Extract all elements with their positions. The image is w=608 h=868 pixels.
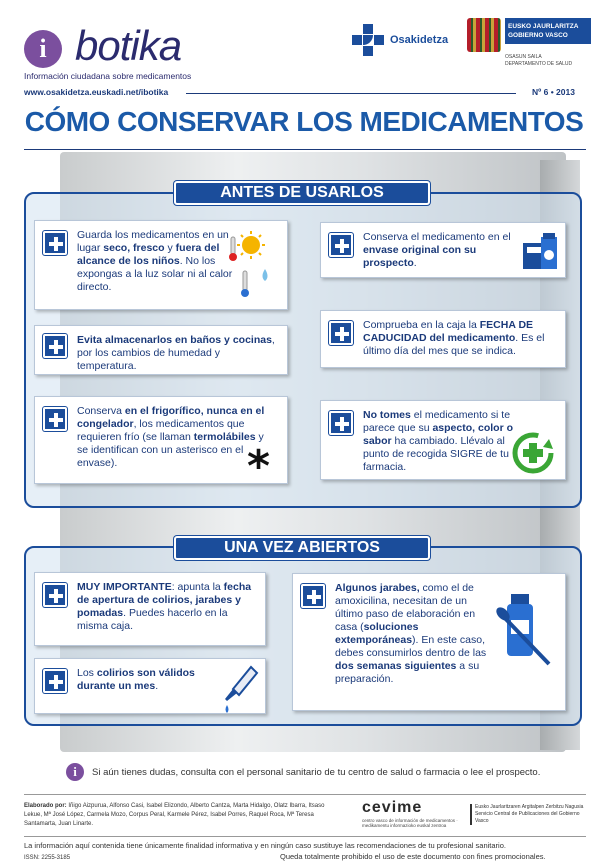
gov-dept [505, 54, 595, 68]
tip-card-appearance [320, 400, 566, 480]
publisher-eu: Eusko Jaurlaritzaren Argitalpen Zerbitzu Nagusia [475, 804, 584, 810]
tip-text: Comprueba en la caja la FECHA DE CADUCIDAD del medicamento. Es el último día del mes que se indica. [363, 319, 545, 357]
issn: ISSN: 2255-3185 [24, 855, 71, 861]
tip-card-original-package [320, 222, 566, 278]
tip-card-opening-date [34, 572, 266, 646]
brand-name: botika [75, 22, 182, 69]
tip-text: MUY IMPORTANTE: apunta la fecha de apertura de colirios, jarabes y pomadas. Puedes hacerlo en la misma caja. [77, 581, 252, 632]
gov-name-box [505, 18, 591, 44]
plus-icon [43, 231, 67, 255]
divider [24, 794, 586, 795]
medicine-packages-icon [521, 229, 561, 273]
issue-number: Nº 6 • 2013 [532, 87, 575, 97]
plus-icon [329, 233, 353, 257]
asterisk-icon: * [247, 441, 271, 492]
tip-text: Conserva el medicamento en el envase original con su prospecto. [363, 231, 511, 269]
credits-label: Elaborado por: [24, 803, 67, 809]
gov-dept-eu: OSASUN SAILA [505, 54, 542, 60]
after-opening-heading: UNA VEZ ABIERTOS [174, 536, 430, 560]
tip-text: Conserva en el frigorífico, nunca en el congelador, los medicamentos que requieren frío (se llaman termolábiles y se identifican con un asterisco en el envase). [77, 405, 265, 469]
botika-logo-icon: i [24, 30, 62, 68]
tip-text: Guarda los medicamentos en un lugar seco, fresco y fuera del alcance de los niños. No los expongas a la luz solar ni al calor directo. [77, 229, 233, 293]
publisher-es: Servicio Central de Publicaciones del Gobierno Vasco [475, 811, 580, 824]
plus-icon [329, 321, 353, 345]
tip-card-bathroom [34, 325, 288, 375]
tip-card-expiry [320, 310, 566, 368]
sigre-recycle-icon [511, 431, 555, 475]
tagline: Información ciudadana sobre medicamentos [24, 71, 192, 81]
osakidetza-cross-icon [352, 24, 384, 56]
plus-icon [43, 407, 67, 431]
syrup-bottle-spoon-icon [493, 592, 557, 668]
disclaimer-info: La información aquí contenida tiene únicamente finalidad informativa y en ningún caso sustituye las recomendaciones de tu profesional sanitario. [24, 841, 506, 850]
gov-name-es: GOBIERNO VASCO [508, 32, 568, 39]
gov-name-eu: EUSKO JAURLARITZA [508, 23, 579, 30]
osakidetza-name: Osakidetza [390, 34, 449, 46]
tip-text: No tomes el medicamento si te parece que su aspecto, color o sabor ha cambiado. Llévalo al punto de recogida SIGRE de tu farmacia. [363, 409, 513, 473]
disclaimer-promo: Queda totalmente prohibido el uso de este documento con fines promocionales. [280, 852, 546, 861]
cevime-subtitle: centro vasco de información de medicamentos · medikamentu informazioko euskal zentroa [362, 818, 458, 828]
gov-dept-es: DEPARTAMENTO DE SALUD [505, 61, 573, 67]
before-use-heading: ANTES DE USARLOS [174, 181, 430, 205]
plus-icon [43, 669, 67, 693]
tip-text: Los colirios son válidos durante un mes. [77, 667, 195, 692]
tip-card-syrups [292, 573, 566, 711]
divider [24, 836, 586, 837]
osakidetza-logo [352, 24, 448, 56]
doubt-note: Si aún tienes dudas, consulta con el personal sanitario de tu centro de salud o farmacia o lee el prospecto. [92, 767, 541, 778]
credits-names: Iñigo Aizpurua, Alfonso Casi, Isabel Elizondo, Alberto Cantza, Marta Hidalgo, Olatz Ibarra, Itsaso Lekue, Mª José López, Carmela Mozo, Corpus Peral, Karmele Pérez, Isabel Porres, Raquel Roca, Mª Teresa Santamarta, Juan Linarte. [24, 803, 325, 827]
tip-card-fridge [34, 396, 288, 492]
credits [24, 802, 344, 829]
page-title: CÓMO CONSERVAR LOS MEDICAMENTOS [24, 106, 584, 137]
sun-thermometer-icon [225, 229, 281, 301]
plus-icon [329, 411, 353, 435]
plus-icon [43, 334, 67, 358]
tip-text: Evita almacenarlos en baños y cocinas, por los cambios de humedad y temperatura. [77, 334, 275, 372]
gobierno-vasco-logo [467, 18, 595, 68]
tip-card-eye-drops [34, 658, 266, 714]
plus-icon [301, 584, 325, 608]
coat-of-arms-icon [467, 18, 501, 52]
divider [186, 93, 516, 94]
divider [24, 149, 586, 150]
plus-icon [43, 583, 67, 607]
tip-card-storage [34, 220, 288, 310]
website-link[interactable]: www.osakidetza.euskadi.net/ibotika [24, 87, 169, 97]
tip-text: Algunos jarabes, como el de amoxicilina, necesitan de un último paso de elaboración en casa (soluciones extemporáneas). En este caso, debes consumirlos dentro de las dos semanas siguientes a su preparación. [335, 582, 487, 685]
info-icon: i [66, 763, 84, 781]
publisher [470, 804, 590, 825]
cevime-logo: cevime [362, 799, 423, 816]
eye-drops-icon [221, 663, 261, 715]
